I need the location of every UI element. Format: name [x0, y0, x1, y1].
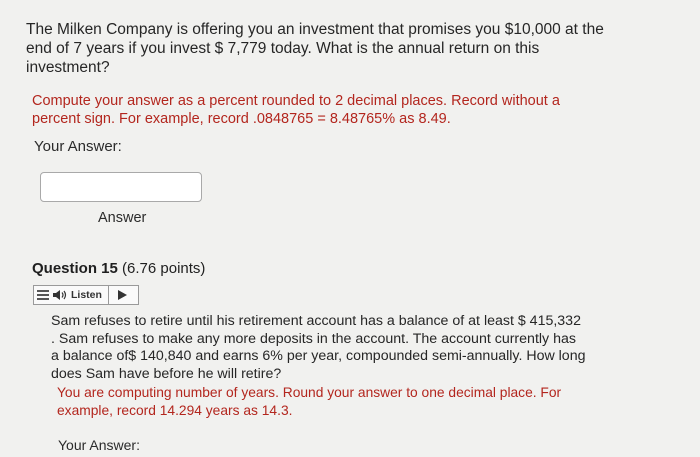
play-icon[interactable] — [118, 290, 127, 300]
question-15-instruction: You are computing number of years. Round your answer to one decimal place. For example, record 14.294 years as 14.3. — [57, 385, 562, 418]
question-15-title — [32, 260, 205, 277]
menu-icon[interactable] — [37, 288, 49, 302]
question-14-instruction: Compute your answer as a percent rounded to 2 decimal places. Record without a percent sign. For example, record .0848765 = 8.48765% as 8.49. — [32, 93, 560, 127]
listen-label[interactable]: Listen — [71, 289, 102, 301]
answer-input[interactable] — [40, 172, 202, 202]
listen-divider — [108, 286, 109, 304]
question-15-text: Sam refuses to retire until his retirement account has a balance of at least $ 415,332 . Sam refuses to make any more deposits in the account. The account currently has a balance of$ 140,840 and earns 6% per year, compounded semi-annually. How long does Sam have before he will retire? — [51, 313, 586, 382]
listen-widget[interactable] — [33, 285, 139, 305]
your-answer-label: Your Answer: — [34, 138, 122, 155]
question-15-your-answer-label: Your Answer: — [58, 437, 140, 453]
question-14 — [26, 20, 626, 77]
answer-button[interactable]: Answer — [98, 210, 147, 226]
speaker-icon — [52, 289, 68, 301]
question-15-points: (6.76 points) — [122, 260, 206, 277]
question-14-text: The Milken Company is offering you an investment that promises you $10,000 at the end of 7 years if you invest $ 7,779 today. What is the annual return on this investment? — [26, 21, 604, 76]
question-15-number: Question 15 — [32, 260, 118, 277]
